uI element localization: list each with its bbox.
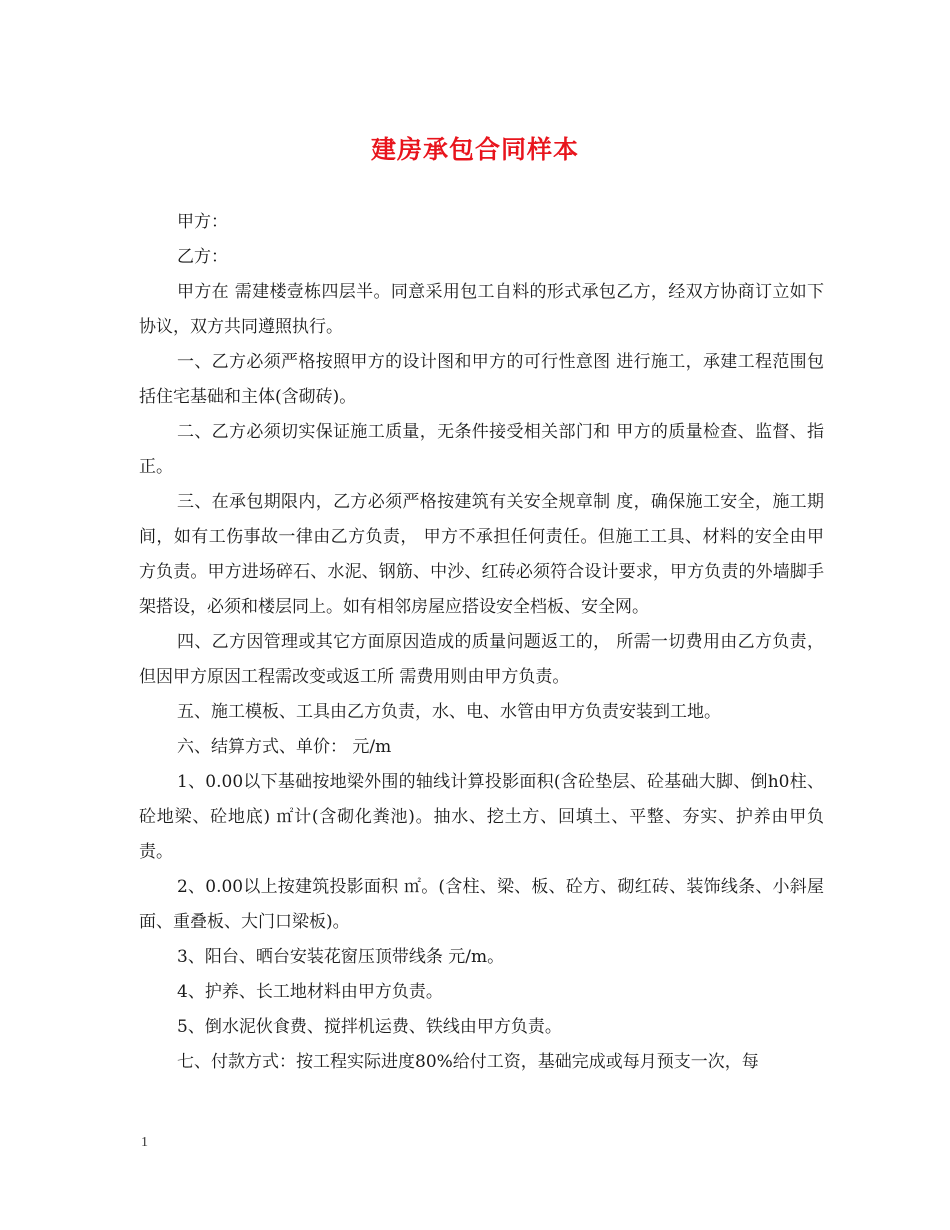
settlement-item-5: 5、倒水泥伙食费、搅拌机运费、铁线由甲方负责。	[177, 1017, 562, 1037]
clause-3: 三、在承包期限内，乙方必须严格按建筑有关安全规章制 度，确保施工安全，施工期间，如有工伤事故一律由乙方负责， 甲方不承担任何责任。但施工工具、材料的安全由甲方负责。甲方进场碎石、水泥、钢筋、中沙、红砖必须符合设计要求，甲方负责的外墙脚手架搭设，必须和楼层同上。如有相邻房屋应搭设安全档板、安全网。	[139, 492, 824, 617]
clause-1: 一、乙方必须严格按照甲方的设计图和甲方的可行性意图 进行施工，承建工程范围包括住宅基础和主体(含砌砖)。	[139, 352, 824, 407]
clause-4: 四、乙方因管理或其它方面原因造成的质量问题返工的， 所需一切费用由乙方负责，但因甲方原因工程需改变或返工所 需费用则由甲方负责。	[139, 632, 824, 687]
document-title: 建房承包合同样本	[370, 135, 579, 164]
clause-5: 五、施工模板、工具由乙方负责，水、电、水管由甲方负责安装到工地。	[177, 702, 721, 722]
clause-6: 六、结算方式、单价： 元/m	[177, 737, 392, 757]
settlement-item-3: 3、阳台、晒台安装花窗压顶带线条 元/m。	[177, 947, 505, 967]
page-number: 1	[141, 1135, 148, 1150]
intro-paragraph: 甲方在 需建楼壹栋四层半。同意采用包工自料的形式承包乙方，经双方协商订立如下协议，双方共同遵照执行。	[139, 282, 824, 337]
settlement-item-4: 4、护养、长工地材料由甲方负责。	[177, 982, 443, 1002]
party-b-line: 乙方：	[177, 247, 228, 267]
document-body	[139, 205, 824, 1080]
settlement-item-1: 1、0.00以下基础按地梁外围的轴线计算投影面积(含砼垫层、砼基础大脚、倒h0柱、砼地梁、砼地底) ㎡计(含砌化粪池)。抽水、挖土方、回填土、平整、夯实、护养由甲负责。	[139, 772, 824, 862]
clause-2: 二、乙方必须切实保证施工质量，无条件接受相关部门和 甲方的质量检查、监督、指正。	[139, 422, 824, 477]
clause-7: 七、付款方式：按工程实际进度80%给付工资，基础完成或每月预支一次，每	[177, 1052, 759, 1072]
settlement-item-2: 2、0.00以上按建筑投影面积 ㎡。(含柱、梁、板、砼方、砌红砖、装饰线条、小斜屋面、重叠板、大门口梁板)。	[139, 877, 824, 932]
party-a-line: 甲方：	[177, 212, 228, 232]
